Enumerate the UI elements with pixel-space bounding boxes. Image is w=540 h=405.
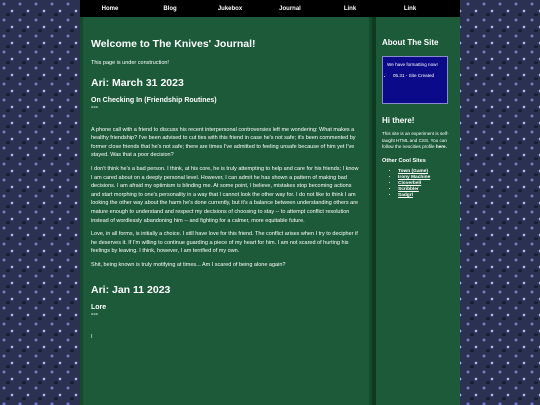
top-navigation xyxy=(80,0,460,17)
entry-subtitle: On Checking In (Friendship Routines) xyxy=(91,96,217,104)
main-content xyxy=(80,17,372,405)
cool-sites-title: Other Cool Sites xyxy=(382,157,426,164)
updates-box xyxy=(382,56,448,104)
about-title: About The Site xyxy=(382,38,439,47)
updates-message: We have formatting now! xyxy=(387,62,438,67)
entry-subtitle: Lore xyxy=(91,303,107,311)
cool-site-link[interactable]: • Irony Machine xyxy=(398,175,454,181)
nav-link-home[interactable]: Home xyxy=(101,5,119,12)
nav-link-link-1[interactable]: Link xyxy=(343,5,357,12)
entry-paragraph: A phone call with a friend to discuss his recent interpersonal controversies left me wondering: What makes a healthy friendship? I've been advised to cut ties with this friend in case he's not safe; it's been commented by former close friends that he's not safe; there are times I've admitted to feeling unsafe because of him yet I've stayed. Was that a poor decision? xyxy=(91,126,356,159)
update-item: • 05.31 - Site Created xyxy=(393,73,443,79)
profile-link[interactable]: here. xyxy=(435,144,447,149)
construction-notice: This page is under construction! xyxy=(91,60,169,66)
nav-link-journal[interactable]: Journal xyxy=(279,5,301,12)
cool-sites-list xyxy=(382,169,454,200)
entry-divider: --- xyxy=(91,310,98,318)
entry-paragraph: Love, in all forms, is initially a choice. I still have love for this friend. The conflict arises when I try to decipher if he deserves it. If I'm willing to continue guarding a piece of my heart for him. I am not scared of hurting his feelings by leaving. I think, however, I am terrified of my own. xyxy=(91,231,358,255)
cool-site-link[interactable]: • Scribbler xyxy=(398,187,454,193)
cool-site-link[interactable]: • Sadgrl xyxy=(398,193,454,199)
nav-link-blog[interactable]: Blog xyxy=(163,5,177,12)
greeting-text xyxy=(382,131,454,151)
page-title: Welcome to The Knives' Journal! xyxy=(91,38,256,50)
entry-paragraph: I xyxy=(91,333,93,340)
nav-link-link-2[interactable]: Link xyxy=(403,5,417,12)
sidebar xyxy=(376,17,460,405)
greeting-title: Hi there! xyxy=(382,116,415,125)
cool-site-link[interactable]: • Town (Game) xyxy=(398,169,454,175)
entry-divider: --- xyxy=(91,103,98,111)
greeting-body: This site is an experiment is self-taught HTML and CSS. You can follow the neocities profile xyxy=(382,131,449,149)
cool-site-link[interactable]: • Cloverbell xyxy=(398,181,454,187)
entry-paragraph: I don't think he's a bad person. I think, at his core, he is truly attempting to help and care for his friends; I know I am cared about on a deeply personal level. However, I can admit he has shown a pattern of making bad decisions. I am afraid my optimism is blinding me. At some point, I believe, mistakes stop becoming actions and start morphing to one's personality in a way that I cannot look the other way for. I do not like to think I am looking the other way about the harm he's done currently, but it's a balance between understanding others are mature enough to understand and respect my decisions of choosing to stay -- to attempt conflict resolution instead of wordlessly abandoning him -- and fighting for a calmer, more equitable future. xyxy=(91,165,359,224)
updates-list xyxy=(387,73,443,79)
entry-date: Ari: Jan 11 2023 xyxy=(91,283,171,296)
entry-date: Ari: March 31 2023 xyxy=(91,76,184,89)
entry-paragraph: Shit, being known is truly motifying at times... Am I scared of being alone again? xyxy=(91,261,286,268)
nav-link-jukebox[interactable]: Jukebox xyxy=(217,5,243,12)
